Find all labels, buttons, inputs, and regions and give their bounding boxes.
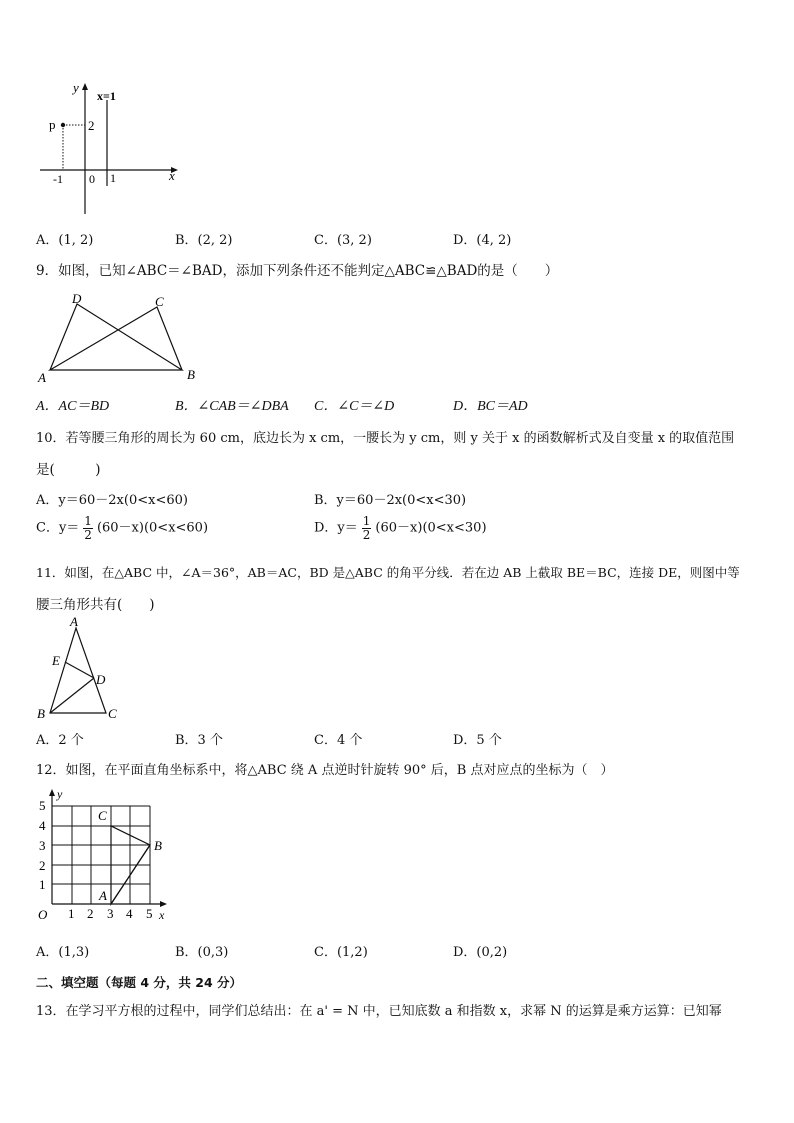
q11-option-d[interactable]: D．5 个 [453,733,502,748]
q11-option-b[interactable]: B．3 个 [175,733,223,748]
q10-option-c[interactable] [36,515,208,541]
q11-label-d: D [96,672,106,687]
q12-option-a[interactable]: A．(1,3) [36,945,90,960]
q11-label-c: C [108,706,117,721]
q9-label-b: B [187,367,195,382]
q8-x-zero: 0 [89,172,95,186]
q9-label-a: A [38,370,46,385]
q10-option-d-prefix: D．y＝ [314,520,358,536]
q10-option-c-numerator: 1 [84,514,92,528]
q10-option-c-prefix: C．y＝ [36,520,80,536]
q12-y-tick-3: 3 [39,838,46,853]
q8-y-tick: 2 [88,118,95,133]
q11-label-e: E [52,653,60,668]
q8-x-one: 1 [110,171,116,185]
q12-y-tick-4: 4 [39,818,46,833]
q10-question-line2: 是( ) [36,462,101,478]
q12-question: 12．如图，在平面直角坐标系中，将△ABC 绕 A 点逆时针旋转 90° 后，B 点对应点的坐标为（ ） [36,763,614,778]
q12-y-label: y [57,787,63,801]
q12-y-axis-arrow [49,789,55,796]
q8-point-p [61,123,65,127]
q9-question: 9．如图，已知∠ABC＝∠BAD，添加下列条件还不能判定△ABC≌△BAD的是（ ） [36,263,559,279]
q8-point-label: p [49,117,56,132]
q9-option-c[interactable]: C．∠C＝∠D [314,399,395,414]
q12-grid-figure [34,786,174,924]
q13-question: 13．在学习平方根的过程中，同学们总结出：在 a' = N 中，已知底数 a 和指数 x，求幂 N 的运算是乘方运算：已知幂 [36,1004,722,1019]
q8-x-neg: -1 [53,172,63,186]
q12-y-tick-2: 2 [39,858,46,873]
q11-label-b: B [37,706,45,721]
q12-x-label: x [159,908,165,922]
q10-option-d-denominator: 2 [362,527,371,542]
section-fill-in-heading: 二、填空题（每题 4 分，共 24 分） [36,975,243,990]
q11-option-a[interactable]: A．2 个 [36,733,84,748]
q12-label-a: A [99,888,107,903]
q12-x-tick-5: 5 [146,906,153,921]
q12-y-tick-1: 1 [39,877,46,892]
q12-option-b[interactable]: B．(0,3) [175,945,229,960]
q8-option-c[interactable]: C．(3, 2) [314,233,372,248]
q8-x-label: x [169,168,175,183]
q12-x-tick-2: 2 [87,906,94,921]
q9-figure [34,290,204,386]
q12-label-c: C [98,808,107,823]
q12-x-tick-4: 4 [126,906,133,921]
q9-label-d: D [72,291,82,306]
q12-option-d[interactable]: D．(0,2) [453,945,508,960]
q8-option-b[interactable]: B．(2, 2) [175,233,233,248]
q9-option-b[interactable]: B．∠CAB＝∠DBA [175,399,289,414]
q11-question-line1: 11．如图，在△ABC 中，∠A＝36°，AB＝AC，BD 是△ABC 的角平分线．若在边 AB 上截取 BE＝BC，连接 DE，则图中等 [36,565,740,580]
q9-option-a[interactable]: A．AC＝BD [36,399,110,414]
q8-coordinate-graph [30,78,190,220]
q8-line-label: x=1 [97,89,116,103]
q10-option-d[interactable] [314,515,487,541]
q8-option-d[interactable]: D．(4, 2) [453,233,512,248]
q12-y-tick-5: 5 [39,798,46,813]
q10-option-c-denominator: 2 [84,527,92,542]
q12-option-c[interactable]: C．(1,2) [314,945,368,960]
q12-x-tick-1: 1 [68,906,75,921]
q11-triangle-abc [50,628,106,713]
q10-option-a[interactable]: A．y＝60－2x(0<x<60) [36,493,188,508]
q12-origin-label: O [38,907,48,922]
q11-label-a: A [70,614,78,629]
q10-question-line1: 10．若等腰三角形的周长为 60 cm，底边长为 x cm，一腰长为 y cm，则 y 关于 x 的函数解析式及自变量 x 的取值范围 [36,431,735,446]
q11-segment-de [65,662,94,678]
q9-triangle-lines [50,304,182,370]
q10-option-b[interactable]: B．y＝60－2x(0<x<30) [314,493,467,508]
q10-option-d-numerator: 1 [362,514,371,528]
q10-option-d-suffix: (60－x)(0<x<30) [375,520,487,536]
q9-option-d[interactable]: D．BC＝AD [453,399,528,414]
q8-option-a[interactable]: A．(1, 2) [36,233,94,248]
q10-option-c-suffix: (60－x)(0<x<60) [96,520,209,536]
q11-figure [34,614,134,724]
q11-question-line2: 腰三角形共有( ) [36,597,155,613]
q9-label-c: C [155,294,164,309]
q10-option-c-fraction [83,515,93,541]
q11-option-c[interactable]: C．4 个 [314,733,363,748]
q10-option-d-fraction [362,515,372,541]
q12-axis-ticks [39,798,153,921]
q8-y-axis-arrow [82,83,88,90]
q12-label-b: B [154,838,162,853]
q12-x-axis-arrow [160,901,167,907]
q11-segment-bd [50,678,94,713]
q8-y-label: y [73,80,79,95]
q12-x-tick-3: 3 [107,906,114,921]
